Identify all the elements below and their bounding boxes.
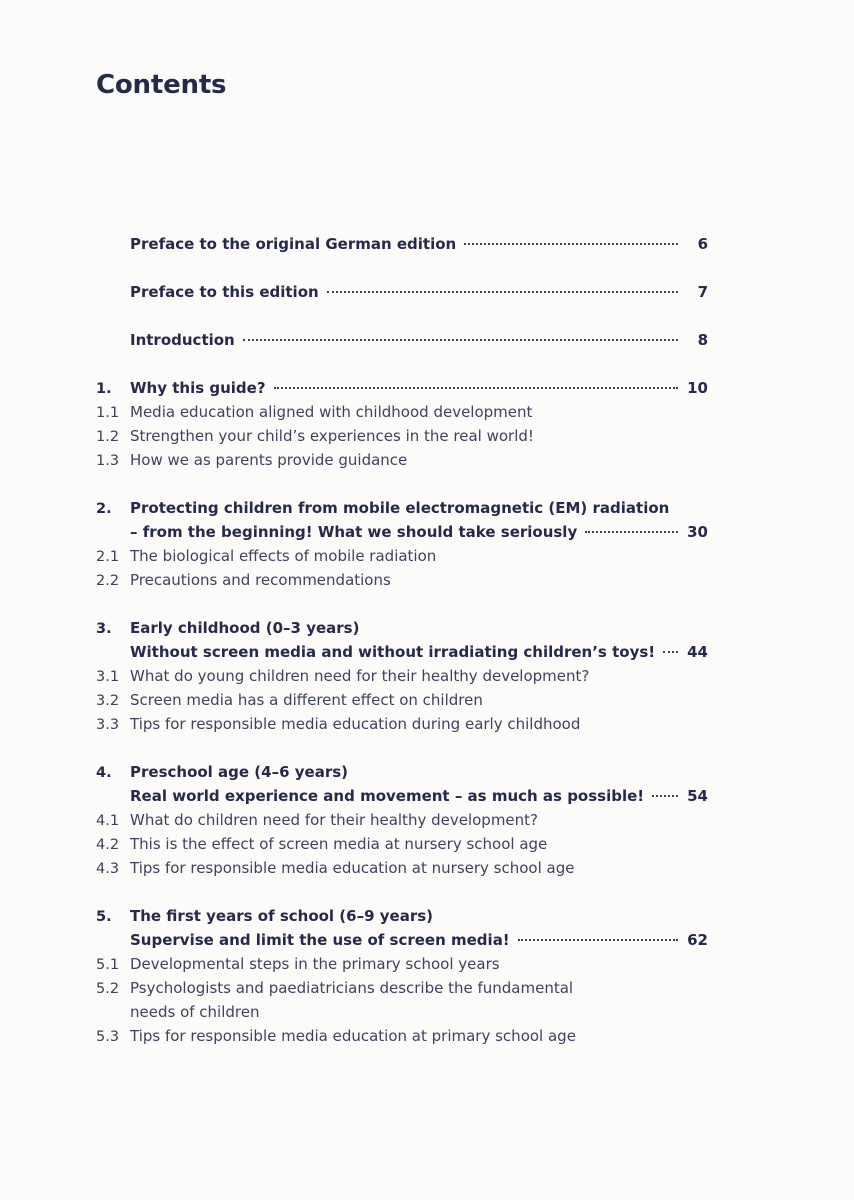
toc-subentry-number: 5.1 xyxy=(96,957,120,973)
toc-section-number: 4. xyxy=(96,765,112,781)
toc-page-number: 44 xyxy=(687,643,708,661)
toc-entry-label: Preface to this edition xyxy=(130,283,319,301)
toc-section-3-subtitle[interactable] xyxy=(96,640,708,664)
toc-section-number: 3. xyxy=(96,621,112,637)
dot-leader xyxy=(274,387,678,389)
toc-subentry-number: 3.1 xyxy=(96,669,120,685)
toc-section-5-title[interactable] xyxy=(96,904,708,928)
toc-entry-introduction[interactable] xyxy=(96,328,708,352)
toc-subentry-label: The biological effects of mobile radiation xyxy=(130,547,437,565)
toc-section-title: Supervise and limit the use of screen media! xyxy=(130,931,510,949)
toc-subentry-label: Screen media has a different effect on children xyxy=(130,691,483,709)
toc-page-number: 30 xyxy=(687,523,708,541)
toc-subentry-label: Tips for responsible media education at primary school age xyxy=(130,1027,576,1045)
toc-section-title: Why this guide? xyxy=(130,379,266,397)
toc-section-title: The first years of school (6–9 years) xyxy=(130,907,433,925)
toc-subentry[interactable] xyxy=(96,448,708,472)
toc-entry-label: Preface to the original German edition xyxy=(130,235,457,253)
dot-leader xyxy=(652,795,678,797)
dot-leader xyxy=(585,531,678,533)
toc-entry-preface-edition[interactable] xyxy=(96,280,708,304)
dot-leader xyxy=(663,651,678,653)
toc-section-2-subtitle[interactable] xyxy=(96,520,708,544)
toc-subentry[interactable] xyxy=(96,400,708,424)
page-title: Contents xyxy=(96,70,227,100)
toc-section-title: Early childhood (0–3 years) xyxy=(130,619,360,637)
toc-page-number: 54 xyxy=(687,787,708,805)
toc-subentry[interactable] xyxy=(96,808,708,832)
toc-section-number: 2. xyxy=(96,501,112,517)
toc-section-4-title[interactable] xyxy=(96,760,708,784)
toc-subentry-number: 2.2 xyxy=(96,573,120,589)
toc-page-number: 10 xyxy=(687,379,708,397)
toc-subentry-label: Strengthen your child’s experiences in the real world! xyxy=(130,427,534,445)
toc-subentry[interactable] xyxy=(96,424,708,448)
toc-subentry[interactable] xyxy=(96,1024,708,1048)
toc-subentry[interactable] xyxy=(96,568,708,592)
toc-section-title: Without screen media and without irradiating children’s toys! xyxy=(130,643,656,661)
toc-subentry-label: What do children need for their healthy development? xyxy=(130,811,539,829)
toc-section-title: Protecting children from mobile electromagnetic (EM) radiation xyxy=(130,499,670,517)
toc-subentry-number: 4.3 xyxy=(96,861,120,877)
toc-section-2-title[interactable] xyxy=(96,496,708,520)
toc-subentry[interactable] xyxy=(96,712,708,736)
dot-leader xyxy=(518,939,678,941)
toc-subentry-label: Psychologists and paediatricians describe the fundamental xyxy=(130,979,574,997)
toc-subentry-label: Tips for responsible media education during early childhood xyxy=(130,715,581,733)
toc-section-title: Real world experience and movement – as much as possible! xyxy=(130,787,645,805)
toc-subentry[interactable] xyxy=(96,688,708,712)
toc-entry-label: Introduction xyxy=(130,331,235,349)
toc-page-number: 62 xyxy=(687,931,708,949)
toc-subentry-label: needs of children xyxy=(130,1003,260,1021)
toc-subentry-number: 3.2 xyxy=(96,693,120,709)
toc-section-title: Preschool age (4–6 years) xyxy=(130,763,348,781)
toc-subentry-number: 5.3 xyxy=(96,1029,120,1045)
toc-subentry-label: This is the effect of screen media at nursery school age xyxy=(130,835,548,853)
toc-page-number: 6 xyxy=(697,235,708,253)
toc-subentry-label: How we as parents provide guidance xyxy=(130,451,408,469)
toc-section-1-title[interactable] xyxy=(96,376,708,400)
toc-subentry-number: 2.1 xyxy=(96,549,120,565)
toc-subentry-label: What do young children need for their healthy development? xyxy=(130,667,590,685)
toc-subentry[interactable] xyxy=(96,856,708,880)
toc-section-title: – from the beginning! What we should take seriously xyxy=(130,523,578,541)
toc-section-number: 1. xyxy=(96,381,112,397)
toc-entry-preface-original[interactable] xyxy=(96,232,708,256)
toc-page-number: 8 xyxy=(697,331,708,349)
toc-section-3-title[interactable] xyxy=(96,616,708,640)
toc-subentry[interactable] xyxy=(96,832,708,856)
toc-subentry-label: Media education aligned with childhood development xyxy=(130,403,533,421)
toc-subentry-label: Tips for responsible media education at nursery school age xyxy=(130,859,575,877)
dot-leader xyxy=(327,291,678,293)
toc-subentry-number: 5.2 xyxy=(96,981,120,997)
toc-subentry-number: 1.3 xyxy=(96,453,120,469)
dot-leader xyxy=(464,243,678,245)
toc-subentry[interactable] xyxy=(96,664,708,688)
toc-section-5-subtitle[interactable] xyxy=(96,928,708,952)
toc-subentry[interactable] xyxy=(96,976,708,1000)
toc-subentry-number: 4.2 xyxy=(96,837,120,853)
toc-subentry-label: Precautions and recommendations xyxy=(130,571,391,589)
toc-subentry-number: 1.2 xyxy=(96,429,120,445)
toc-section-number: 5. xyxy=(96,909,112,925)
table-of-contents xyxy=(96,232,708,1048)
toc-subentry-number: 4.1 xyxy=(96,813,120,829)
toc-subentry-number: 3.3 xyxy=(96,717,120,733)
toc-subentry-continuation[interactable] xyxy=(96,1000,708,1024)
toc-subentry[interactable] xyxy=(96,544,708,568)
dot-leader xyxy=(243,339,678,341)
toc-section-4-subtitle[interactable] xyxy=(96,784,708,808)
toc-subentry-label: Developmental steps in the primary school years xyxy=(130,955,500,973)
toc-subentry-number: 1.1 xyxy=(96,405,120,421)
toc-page-number: 7 xyxy=(697,283,708,301)
toc-subentry[interactable] xyxy=(96,952,708,976)
